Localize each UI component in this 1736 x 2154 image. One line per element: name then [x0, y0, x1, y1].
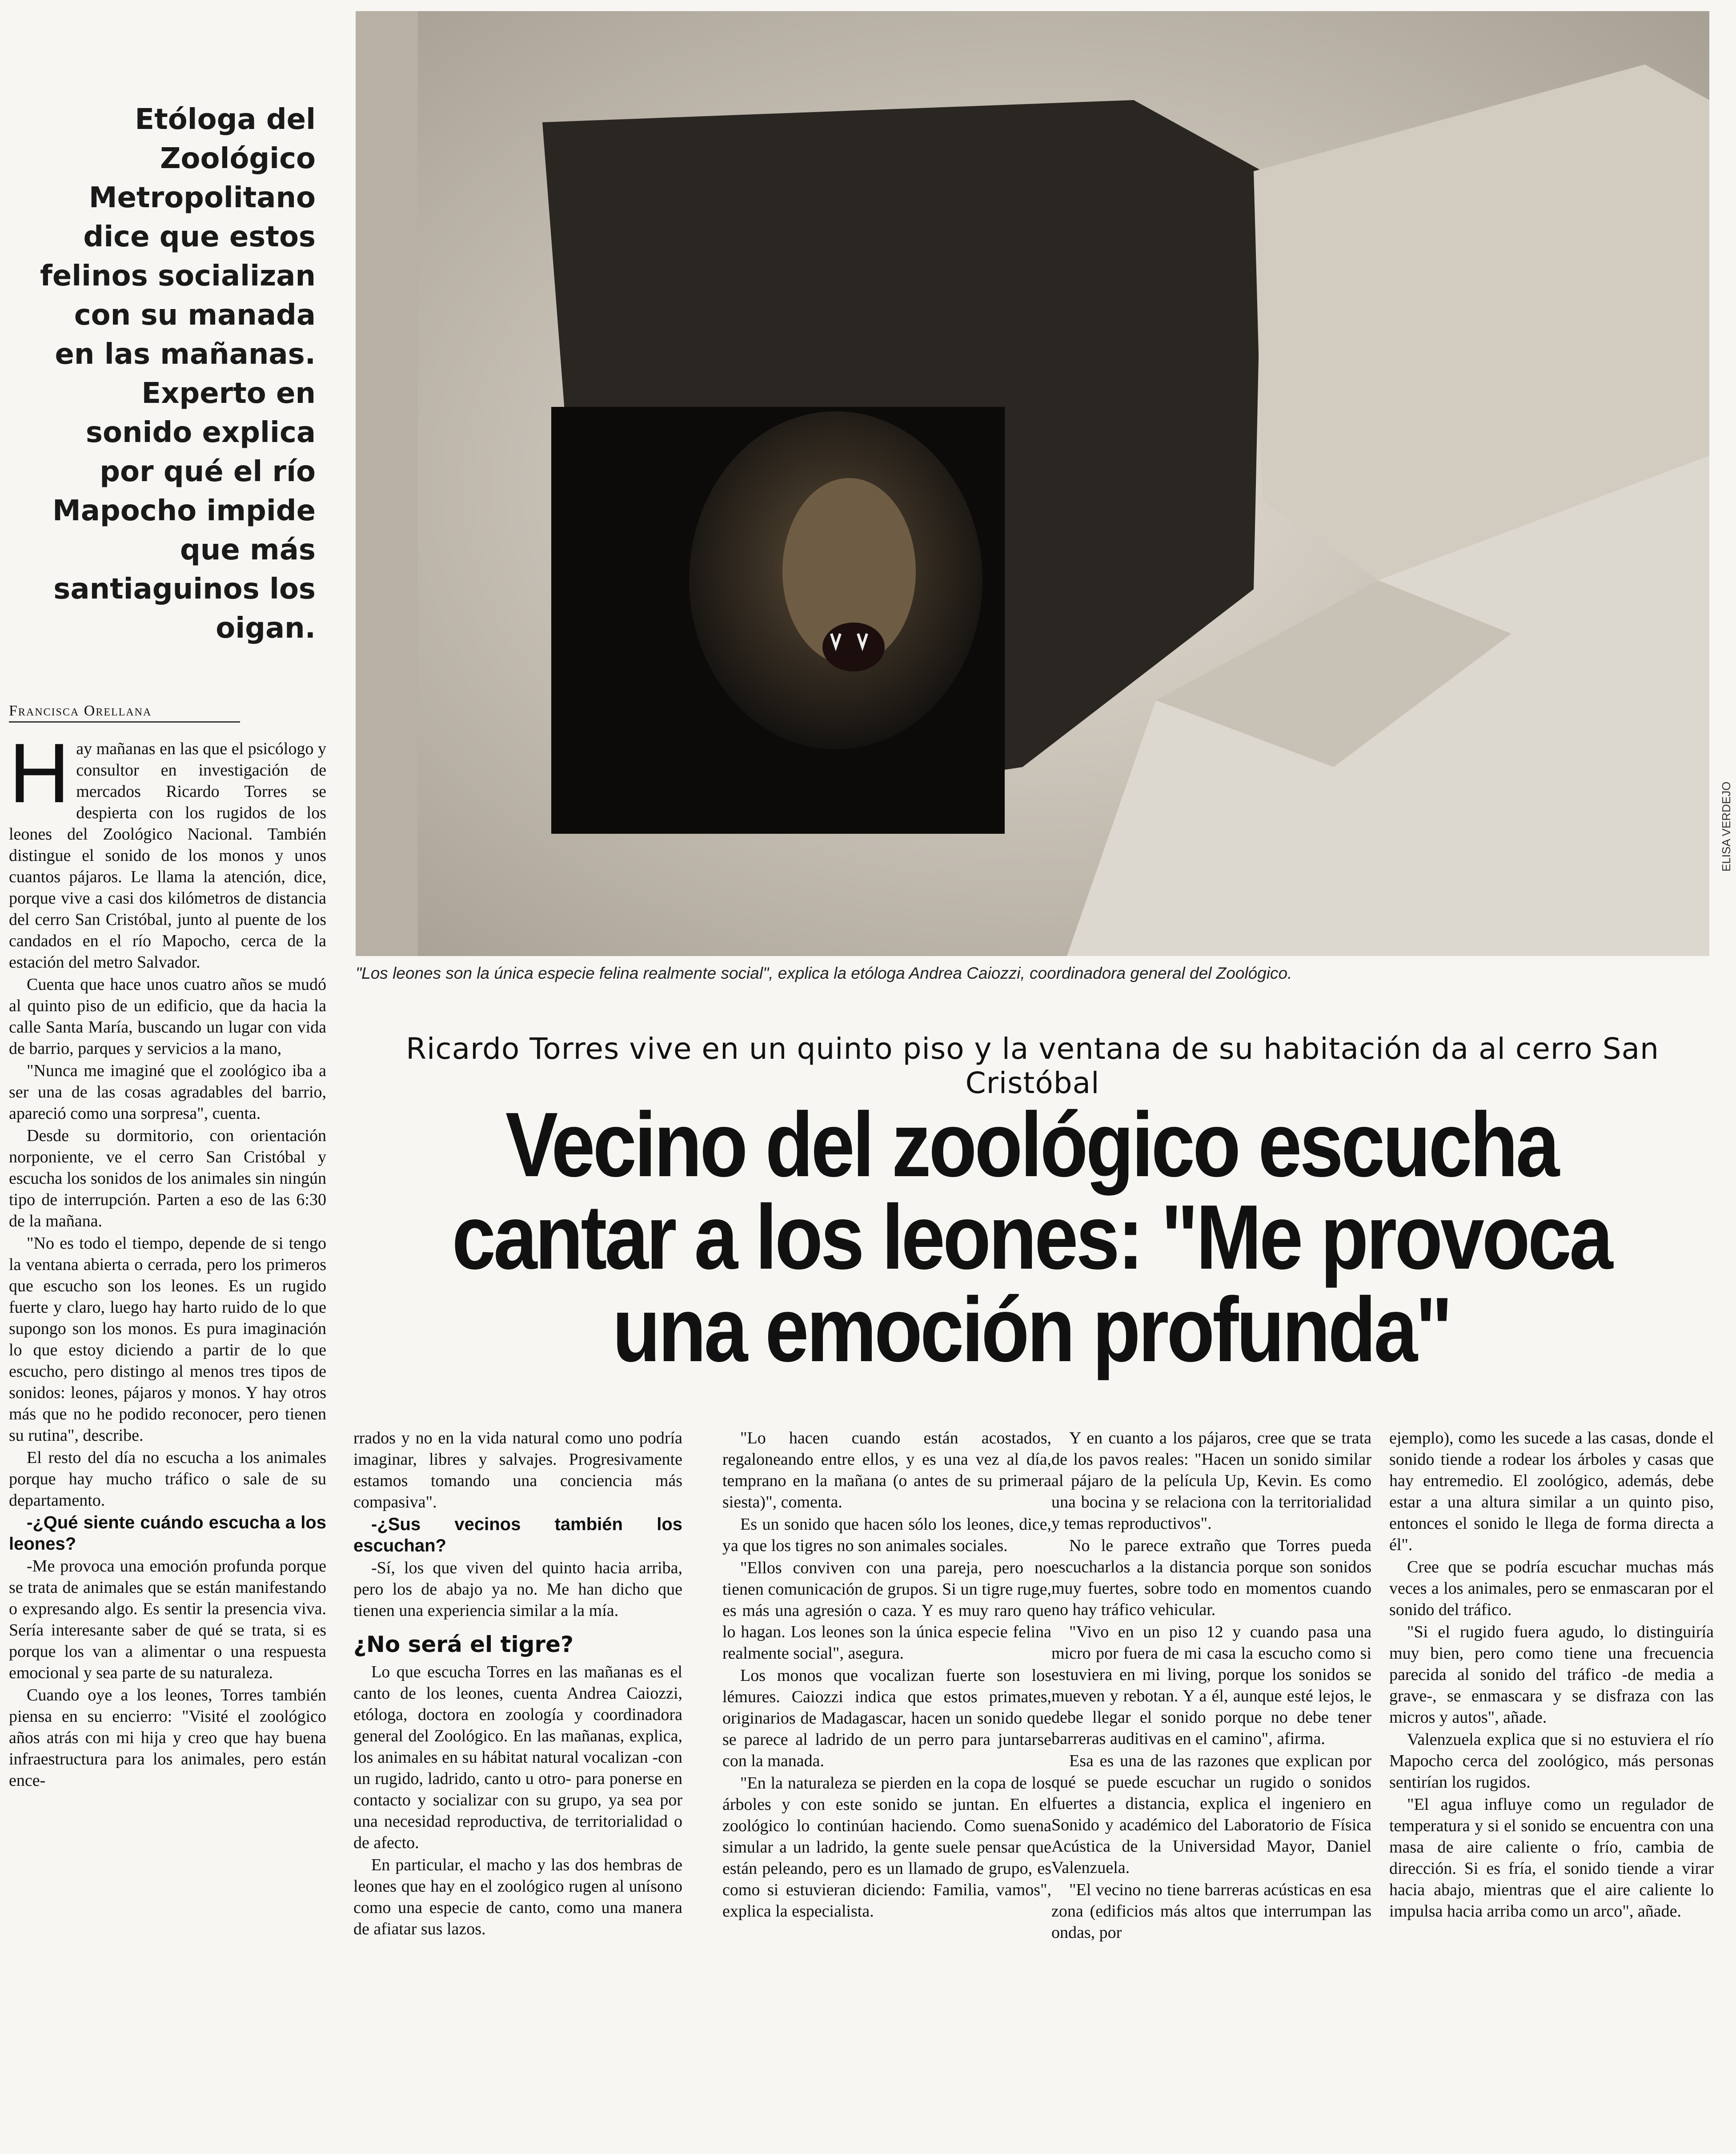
- article-paragraph: ejemplo), como les sucede a las casas, donde el sonido tiende a rodear los árboles y casas que hay entremedio. El zoológico, además, debe estar a una altura similar a un quinto piso, entonces el sonido le llega de forma directa a él".: [1389, 1429, 1714, 1554]
- subhead: ¿No será el tigre?: [353, 1632, 573, 1657]
- article-paragraph: Desde su dormitorio, con orientación norponiente, ve el cerro San Cristóbal y escucha los sonidos de los animales sin ningún tipo de interrupción. Parten a eso de las 6:30 de la mañana.: [9, 1126, 326, 1230]
- interview-question: -¿Qué siente cuándo escucha a los leones?: [9, 1513, 326, 1554]
- article-paragraph: "Si el rugido fuera agudo, lo distinguiría muy bien, pero como tiene una frecuencia parecida al sonido del tráfico -de media a grave-, se enmascara y se disfraza con las micros y autos", añade.: [1389, 1623, 1714, 1727]
- kicker: Ricardo Torres vive en un quinto piso y la ventana de su habitación da al cerro San Cristóbal: [406, 1032, 1659, 1100]
- article-paragraph: Cuenta que hace unos cuatro años se mudó al quinto piso de un edificio, que da hacia la calle Santa María, buscando un lugar con vida de barrio, parques y servicios a la mano,: [9, 975, 326, 1058]
- deck-summary: Etóloga del Zoológico Metropolitano dice que estos felinos socializan con su manada en las mañanas. Experto en sonido explica por qué el río Mapocho impide que más santiaguinos los oigan.: [40, 103, 316, 645]
- article-column-4: [1051, 1427, 1371, 1944]
- photo-credit: ELISA VERDEJO: [1720, 781, 1733, 872]
- article-paragraph: "El agua influye como un regulador de temperatura y si el sonido se encuentra con una masa de aire caliente o frío, cambia de dirección. Si es fría, el sonido tiende a virar hacia abajo, mientras que el aire caliente lo impulsa hacia arriba como un arco", añade.: [1389, 1795, 1714, 1921]
- article-paragraph: Lo que escucha Torres en las mañanas es el canto de los leones, cuenta Andrea Caiozzi, etóloga, doctora en zoología y coordinadora general del Zoológico. En las mañanas, explica, los animales en su hábitat natural vocalizan -con un rugido, ladrido, canto u otro- para ponerse en contacto y socializar con su grupo, ya sea por una necesidad reproductiva, de territorialidad o de afecto.: [353, 1663, 682, 1852]
- article-paragraph: Valenzuela explica que si no estuviera el río Mapocho cerca del zoológico, más personas sentirían los rugidos.: [1389, 1730, 1714, 1792]
- article-paragraph: Cree que se podría escuchar muchas más veces a los animales, pero se enmascaran por el sonido del tráfico.: [1389, 1558, 1714, 1619]
- article-paragraph: "El vecino no tiene barreras acústicas en esa zona (edificios más altos que interrumpan las ondas, por: [1051, 1881, 1371, 1942]
- article-paragraph: Los monos que vocalizan fuerte son los lémures. Caiozzi indica que estos primates, originarios de Madagascar, hacen un sonido que se parece al ladrido de un perro para juntarse con la manada.: [722, 1666, 1051, 1770]
- article-paragraph: En particular, el macho y las dos hembras de leones que hay en el zoológico rugen al unísono como una especie de canto, como una manera de afiatar sus lazos.: [353, 1856, 682, 1938]
- article-paragraph: "No es todo el tiempo, depende de si tengo la ventana abierta o cerrada, pero los primeros que escucho son los leones. Es un rugido fuerte y claro, luego hay harto ruido de lo que supongo son los monos. Es pura imaginación lo que estoy diciendo a partir de lo que escucho, pero distingo al menos tres tipos de sonidos: leones, pájaros y monos. Y hay otros más que no he podido reconocer, pero tienen su rutina", describe.: [9, 1234, 326, 1445]
- article-paragraph: Es un sonido que hacen sólo los leones, dice, ya que los tigres no son animales sociales.: [722, 1515, 1051, 1555]
- photo-caption: "Los leones son la única especie felina realmente social", explica la etóloga Andrea Caiozzi, coordinadora general del Zoológico.: [356, 964, 1292, 982]
- headline: Vecino del zoológico escucha cantar a los leones: "Me provoca una emoción profunda": [452, 1093, 1611, 1381]
- article-column-3: [722, 1427, 1051, 1923]
- lion-photo: [356, 11, 1709, 956]
- article-paragraph: No le parece extraño que Torres pueda escucharlos a la distancia porque son sonidos muy fuertes, sobre todo en momentos cuando no hay tráfico vehicular.: [1051, 1536, 1371, 1619]
- article-paragraph: "Ellos conviven con una pareja, pero no tienen comunicación de grupos. Si un tigre ruge, es más una agresión o caza. Y es muy raro que lo hagan. Los leones son la única especie felina realmente social", asegura.: [722, 1559, 1051, 1663]
- article-paragraph: "En la naturaleza se pierden en la copa de los árboles y con este sonido se juntan. En el zoológico lo continúan haciendo. Como suena simular a un ladrido, la gente suele pensar que están peleando, pero es un llamado de grupo, es como si estuvieran diciendo: Familia, vamos", explica la especialista.: [722, 1774, 1051, 1921]
- paragraph-text: ay mañanas en las que el psicólogo y consultor en investigación de mercados Ricardo Torres se despierta con los rugidos de los leones del Zoológico Nacional. También distingue el sonido de los monos y unos cuantos pájaros. Le llama la atención, dice, porque vive a casi dos kilómetros de distancia del cerro San Cristóbal, junto al puente de los candados en el río Mapocho, cerca de la estación del metro Salvador.: [9, 739, 326, 972]
- byline: Francisca Orellana: [9, 703, 240, 723]
- article-paragraph: "Lo hacen cuando están acostados, regaloneando entre ellos, y es una vez al día, temprano en la mañana (o antes de su primera siesta)", comenta.: [722, 1429, 1051, 1511]
- article-paragraph: [9, 726, 326, 973]
- article-paragraph: -Me provoca una emoción profunda porque se trata de animales que se están manifestando o expresando algo. Es sentir la presencia viva. Sería interesante saber de qué se trata, si es porque los van a alimentar o una respuesta emocional y sea parte de su naturaleza.: [9, 1557, 326, 1682]
- article-paragraph: "Nunca me imaginé que el zoológico iba a ser una de las cosas agradables del barrio, apareció como una sorpresa", cuenta.: [9, 1061, 326, 1123]
- article-paragraph: El resto del día no escucha a los animales porque hay mucho tráfico o sale de su departamento.: [9, 1448, 326, 1510]
- article-column-2: [353, 1427, 682, 1941]
- drop-cap: H: [9, 726, 70, 820]
- interview-question: -¿Sus vecinos también los escuchan?: [353, 1515, 682, 1555]
- article-paragraph: Y en cuanto a los pájaros, cree que se trata de los pavos reales: "Hacen un sonido similar al pájaro de la película Up, Kevin. Es como una bocina y se relaciona con la territorialidad y temas reproductivos".: [1051, 1429, 1371, 1533]
- lion-photo-illustration: [356, 11, 1709, 956]
- article-paragraph: "Vivo en un piso 12 y cuando pasa una micro por fuera de mi casa la escucho como si estuviera en mi living, porque los sonidos se mueven y rebotan. Y a él, aunque esté lejos, le debe llegar el sonido porque no debe tener barreras auditivas en el camino", afirma.: [1051, 1623, 1371, 1748]
- article-column-5: [1389, 1427, 1714, 1923]
- article-paragraph: rrados y no en la vida natural como uno podría imaginar, libres y salvajes. Progresivamente estamos tomando una conciencia más compasiva".: [353, 1429, 682, 1511]
- article-paragraph: Cuando oye a los leones, Torres también piensa en su encierro: "Visité el zoológico años atrás con mi hija y creo que hay buena infraestructura para los animales, pero están ence-: [9, 1686, 326, 1790]
- article-column-1: [9, 726, 326, 1792]
- article-paragraph: -Sí, los que viven del quinto hacia arriba, pero los de abajo ya no. Me han dicho que tienen una experiencia similar a la mía.: [353, 1559, 682, 1620]
- article-paragraph: Esa es una de las razones que explican por qué se puede escuchar un rugido o sonidos fuertes a distancia, explica el ingeniero en Sonido y académico del Laboratorio de Física Acústica de la Universidad Mayor, Daniel Valenzuela.: [1051, 1752, 1371, 1877]
